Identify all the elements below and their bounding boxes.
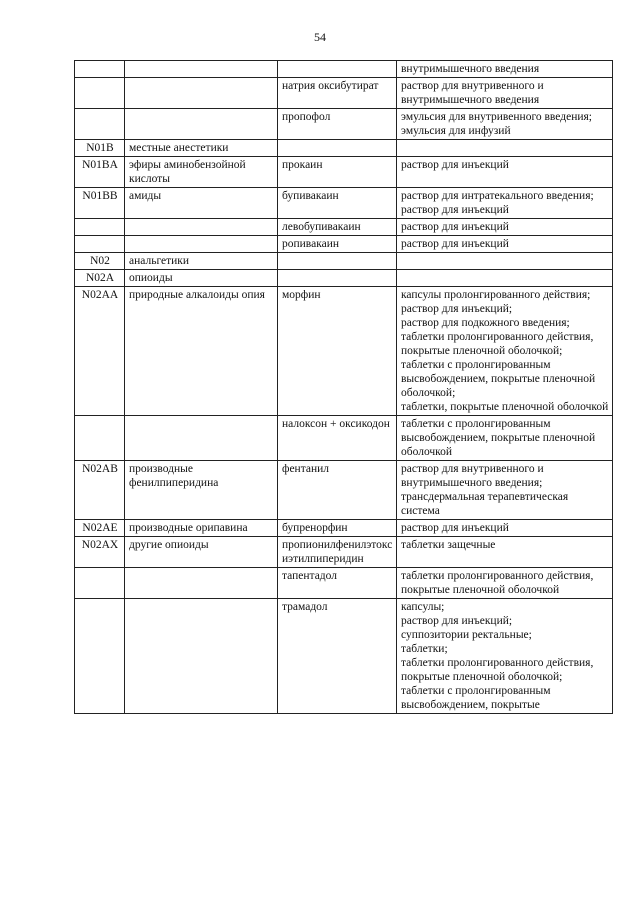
atc-group-cell: анальгетики	[125, 253, 278, 270]
dosage-form-line: эмульсия для инфузий	[401, 125, 511, 137]
atc-group-cell: опиоиды	[125, 270, 278, 287]
drug-name-cell: тапентадол	[278, 568, 397, 599]
dosage-form-cell	[397, 520, 613, 537]
dosage-form-cell	[397, 236, 613, 253]
table-row	[75, 270, 613, 287]
table-row	[75, 140, 613, 157]
atc-code-cell: N02AB	[75, 461, 125, 520]
drug-name-cell: ропивакаин	[278, 236, 397, 253]
dosage-form-cell	[397, 188, 613, 219]
atc-group-cell: эфиры аминобензойной кислоты	[125, 157, 278, 188]
atc-code-cell	[75, 219, 125, 236]
atc-code-cell: N02AE	[75, 520, 125, 537]
dosage-form-line: суппозитории ректальные;	[401, 629, 532, 641]
atc-code-cell: N02	[75, 253, 125, 270]
table-row	[75, 416, 613, 461]
dosage-form-line: раствор для внутривенного и внутримышечного введения;	[401, 463, 544, 489]
atc-code-cell: N02AX	[75, 537, 125, 568]
atc-code-cell: N02AA	[75, 287, 125, 416]
atc-group-cell	[125, 61, 278, 78]
drug-name-cell: бупивакаин	[278, 188, 397, 219]
dosage-form-line: раствор для интратекального введения;	[401, 190, 594, 202]
dosage-form-line: раствор для инъекций;	[401, 303, 513, 315]
dosage-form-line: таблетки с пролонгированным высвобождением, покрытые пленочной оболочкой;	[401, 359, 596, 399]
table-row	[75, 78, 613, 109]
table-row	[75, 568, 613, 599]
atc-group-cell: другие опиоиды	[125, 537, 278, 568]
atc-code-cell	[75, 568, 125, 599]
dosage-form-cell	[397, 416, 613, 461]
drug-name-cell: левобупивакаин	[278, 219, 397, 236]
dosage-form-cell	[397, 78, 613, 109]
drug-name-cell	[278, 140, 397, 157]
dosage-form-line: раствор для инъекций	[401, 204, 509, 216]
atc-group-cell: производные орипавина	[125, 520, 278, 537]
table-row	[75, 157, 613, 188]
drug-name-cell	[278, 253, 397, 270]
table-row	[75, 61, 613, 78]
dosage-form-line: раствор для подкожного введения;	[401, 317, 570, 329]
drug-name-cell: налоксон + оксикодон	[278, 416, 397, 461]
drug-name-cell: пропофол	[278, 109, 397, 140]
table-row	[75, 253, 613, 270]
atc-group-cell: природные алкалоиды опия	[125, 287, 278, 416]
atc-code-cell: N01BB	[75, 188, 125, 219]
dosage-form-line: таблетки пролонгированного действия, покрытые пленочной оболочкой;	[401, 657, 594, 683]
atc-code-cell: N02A	[75, 270, 125, 287]
dosage-form-line: таблетки пролонгированного действия, покрытые пленочной оболочкой	[401, 570, 594, 596]
atc-group-cell: местные анестетики	[125, 140, 278, 157]
atc-group-cell	[125, 219, 278, 236]
atc-code-cell	[75, 61, 125, 78]
drug-name-cell: бупренорфин	[278, 520, 397, 537]
dosage-form-line: эмульсия для внутривенного введения;	[401, 111, 592, 123]
atc-code-cell	[75, 109, 125, 140]
dosage-form-line: раствор для инъекций	[401, 238, 509, 250]
dosage-form-cell	[397, 219, 613, 236]
drug-name-cell: прокаин	[278, 157, 397, 188]
dosage-form-line: капсулы;	[401, 601, 445, 613]
dosage-form-line: внутримышечного введения	[401, 63, 540, 75]
dosage-form-cell	[397, 157, 613, 188]
dosage-form-line: таблетки;	[401, 643, 448, 655]
dosage-form-line: раствор для инъекций	[401, 159, 509, 171]
atc-code-cell: N01B	[75, 140, 125, 157]
table-row	[75, 219, 613, 236]
dosage-form-cell	[397, 253, 613, 270]
atc-group-cell	[125, 109, 278, 140]
page-number: 54	[314, 30, 326, 44]
dosage-form-line: таблетки пролонгированного действия, покрытые пленочной оболочкой;	[401, 331, 594, 357]
dosage-form-cell	[397, 109, 613, 140]
table-row	[75, 236, 613, 253]
atc-code-cell	[75, 599, 125, 714]
drug-name-cell	[278, 61, 397, 78]
atc-group-cell: амиды	[125, 188, 278, 219]
dosage-form-cell	[397, 599, 613, 714]
dosage-form-cell	[397, 140, 613, 157]
dosage-form-line: таблетки, покрытые пленочной оболочкой	[401, 401, 609, 413]
dosage-form-line: таблетки с пролонгированным высвобождением, покрытые пленочной оболочкой	[401, 418, 596, 458]
dosage-form-cell	[397, 461, 613, 520]
dosage-form-cell	[397, 287, 613, 416]
atc-group-cell	[125, 599, 278, 714]
drug-name-cell: фентанил	[278, 461, 397, 520]
table-body	[75, 61, 613, 714]
table-row	[75, 461, 613, 520]
dosage-form-line: таблетки с пролонгированным высвобождением, покрытые	[401, 685, 551, 711]
dosage-form-line: трансдермальная терапевтическая система	[401, 491, 569, 517]
drug-table	[74, 60, 613, 714]
dosage-form-cell	[397, 270, 613, 287]
atc-code-cell	[75, 78, 125, 109]
table-row	[75, 109, 613, 140]
table-row	[75, 287, 613, 416]
atc-group-cell	[125, 568, 278, 599]
atc-group-cell: производные фенилпиперидина	[125, 461, 278, 520]
dosage-form-line: раствор для инъекций;	[401, 615, 513, 627]
dosage-form-line: раствор для инъекций	[401, 221, 509, 233]
dosage-form-cell	[397, 537, 613, 568]
table-row	[75, 537, 613, 568]
dosage-form-line: таблетки защечные	[401, 539, 496, 551]
drug-name-cell: морфин	[278, 287, 397, 416]
dosage-form-cell	[397, 61, 613, 78]
dosage-form-cell	[397, 568, 613, 599]
table-row	[75, 599, 613, 714]
atc-group-cell	[125, 236, 278, 253]
atc-code-cell: N01BA	[75, 157, 125, 188]
dosage-form-line: раствор для инъекций	[401, 522, 509, 534]
drug-name-cell: пропионилфенилэтоксиэтилпиперидин	[278, 537, 397, 568]
atc-code-cell	[75, 416, 125, 461]
dosage-form-line: капсулы пролонгированного действия;	[401, 289, 591, 301]
table-row	[75, 188, 613, 219]
drug-name-cell	[278, 270, 397, 287]
table-row	[75, 520, 613, 537]
dosage-form-line: раствор для внутривенного и внутримышечного введения	[401, 80, 544, 106]
atc-group-cell	[125, 416, 278, 461]
drug-name-cell: натрия оксибутират	[278, 78, 397, 109]
atc-group-cell	[125, 78, 278, 109]
drug-name-cell: трамадол	[278, 599, 397, 714]
atc-code-cell	[75, 236, 125, 253]
